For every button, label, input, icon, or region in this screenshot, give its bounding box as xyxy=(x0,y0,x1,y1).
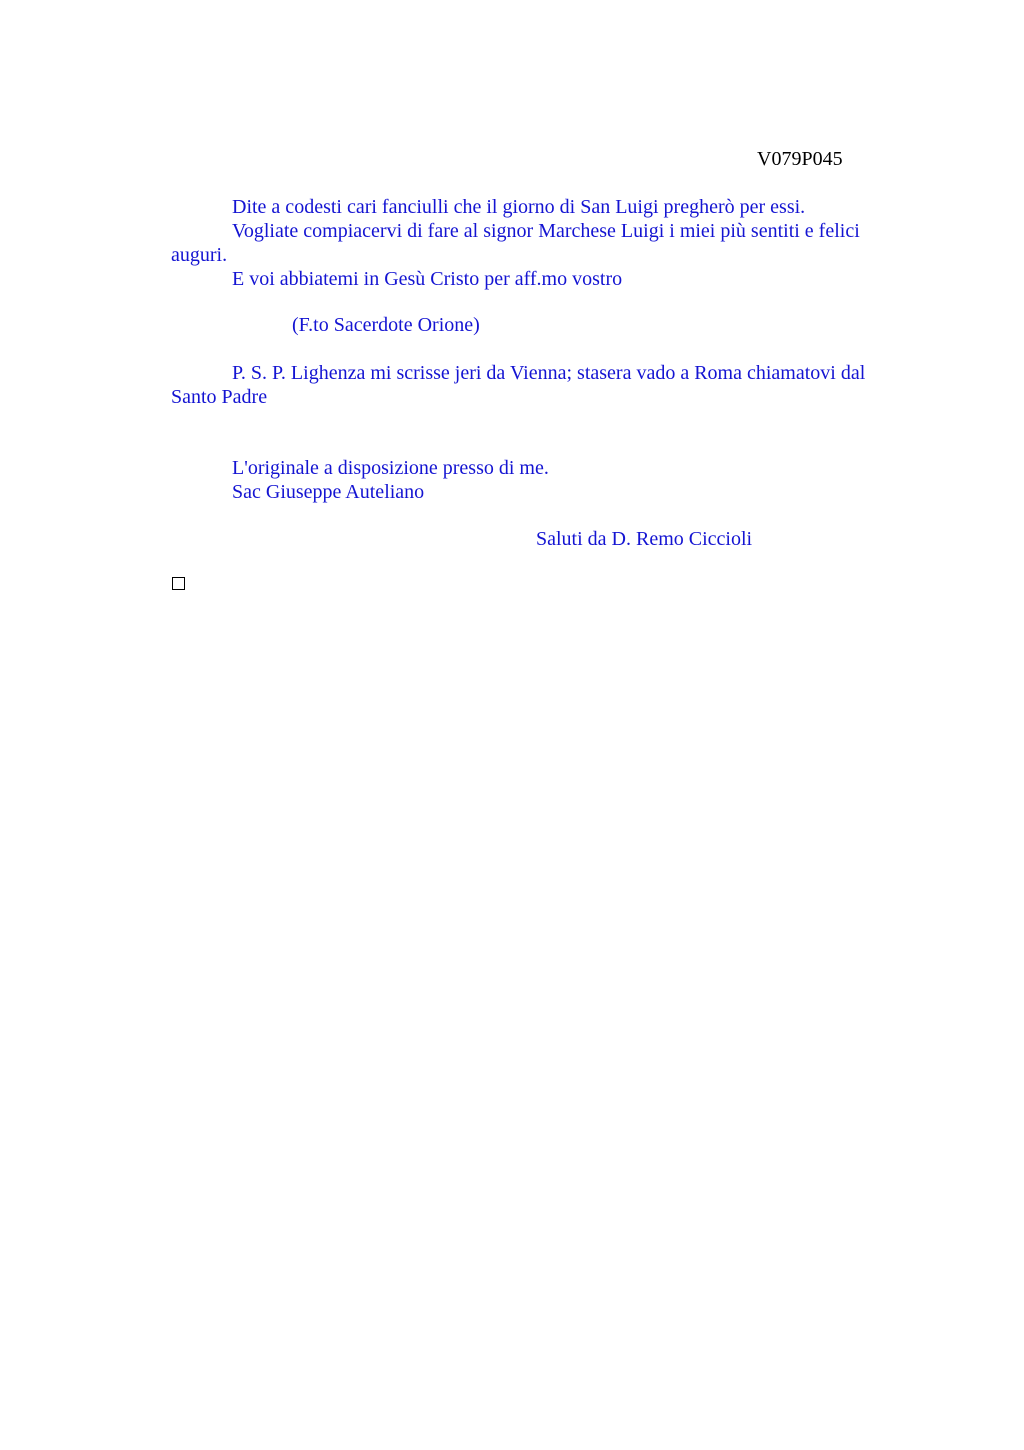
original-note: L'originale a disposizione presso di me. xyxy=(232,457,549,479)
signature: (F.to Sacerdote Orione) xyxy=(292,314,480,336)
page-code: V079P045 xyxy=(757,148,843,170)
greeting: Saluti da D. Remo Ciccioli xyxy=(536,528,753,550)
letter-body xyxy=(171,195,901,291)
letter-paragraph: Dite a codesti cari fanciulli che il giorno di San Luigi pregherò per essi. xyxy=(232,196,806,218)
note-block xyxy=(171,456,901,504)
author-line: Sac Giuseppe Auteliano xyxy=(232,481,425,503)
postscript: P. S. P. Lighenza mi scrisse jeri da Vienna; stasera vado a Roma chiamatovi dal Santo Padre xyxy=(171,362,866,408)
postscript-block xyxy=(171,361,901,409)
end-of-document-box-icon xyxy=(172,577,185,590)
letter-paragraph: E voi abbiatemi in Gesù Cristo per aff.mo vostro xyxy=(232,268,623,290)
letter-paragraph: Vogliate compiacervi di fare al signor Marchese Luigi i miei più sentiti e felici auguri. xyxy=(171,220,860,266)
